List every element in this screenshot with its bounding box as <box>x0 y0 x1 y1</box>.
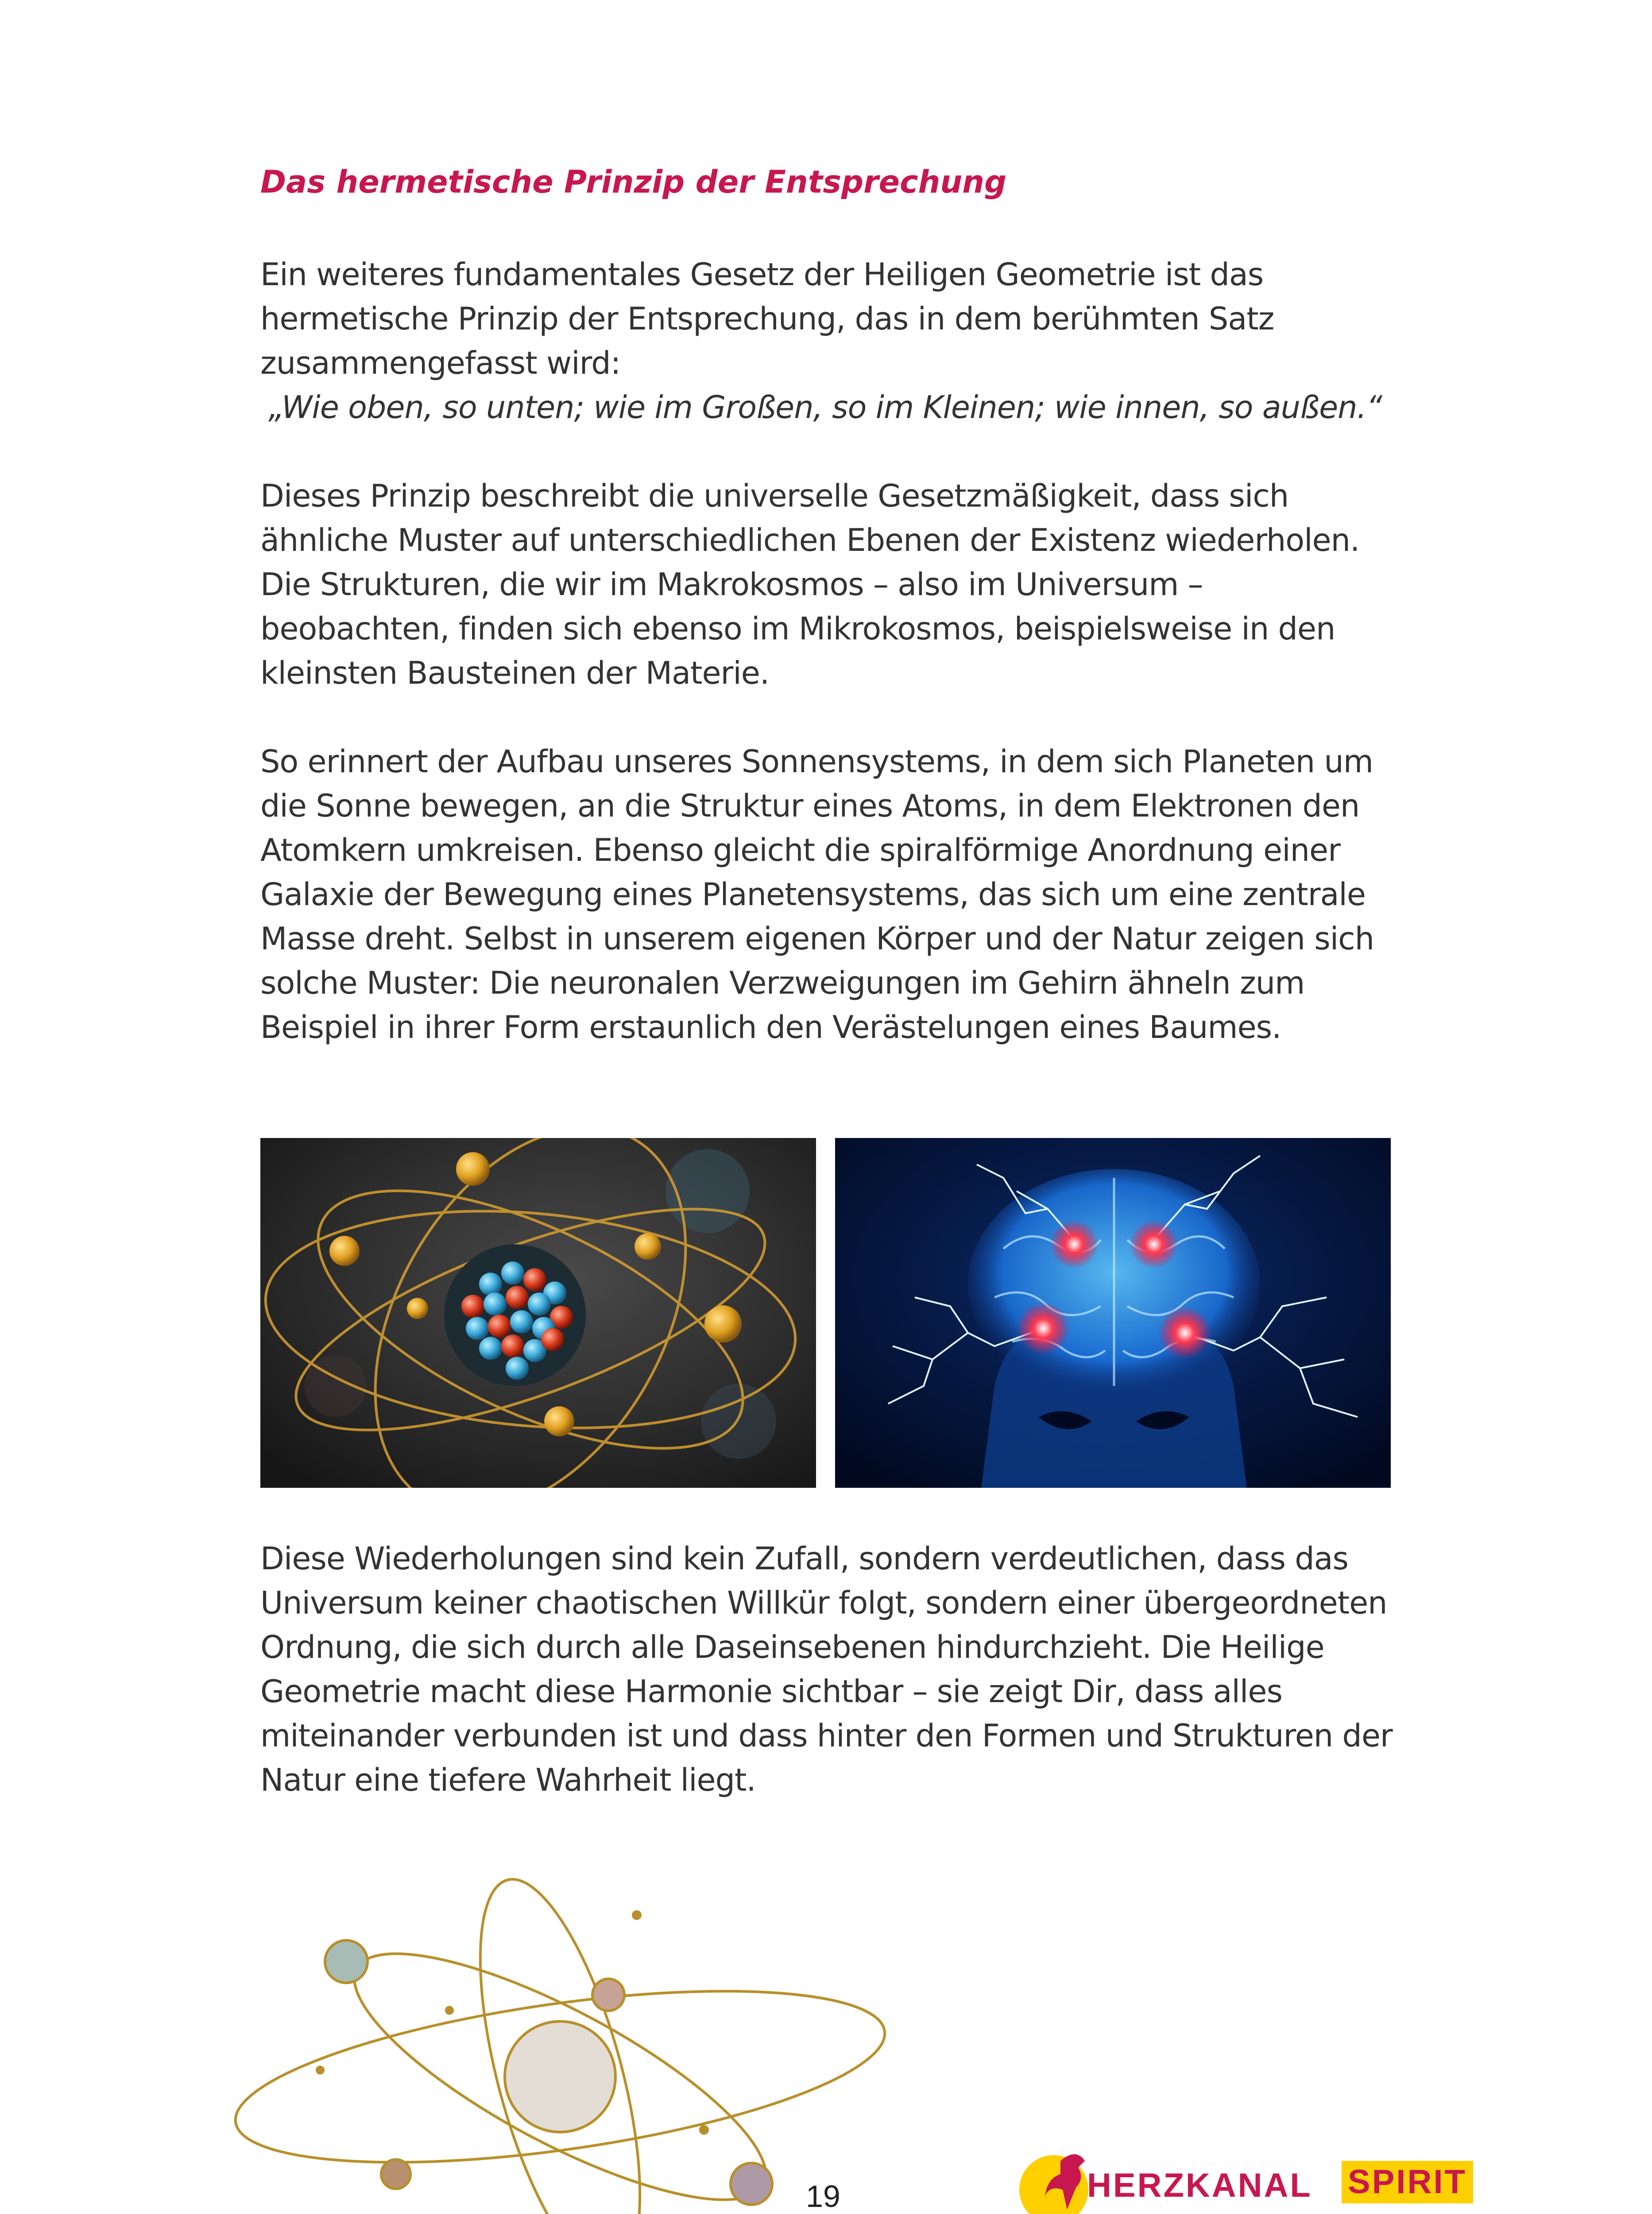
intro-paragraph <box>260 252 1394 430</box>
intro-line: zusammengefasst wird: <box>260 345 621 381</box>
intro-line: hermetische Prinzip der Entsprechung, das in dem berühmten Satz <box>260 301 1274 337</box>
brand-logo <box>1018 2139 1483 2214</box>
paragraph-examples: So erinnert der Aufbau unseres Sonnensystems, in dem sich Planeten um die Sonne bewegen, an die Struktur eines Atoms, in dem Elektronen den Atomkern umkreisen. Ebenso gleicht die spiralförmige Anordnung einer Galaxie der Bewegung eines Planetensystems, das sich um eine zentrale Masse dreht. Selbst in unserem eigenen Körper und der Natur zeigen sich solche Muster: Die neuronalen Verzweigungen im Gehirn ähneln zum Beispiel in ihrer Form erstaunlich den Verästelungen eines Baumes. <box>260 743 1374 1045</box>
hermetic-quote: „Wie oben, so unten; wie im Großen, so im Kleinen; wie innen, so außen.“ <box>268 389 1382 426</box>
atom-image <box>260 1138 816 1488</box>
intro-line: Ein weiteres fundamentales Gesetz der Heiligen Geometrie ist das <box>260 256 1264 293</box>
brand-accent: SPIRIT <box>1342 2161 1473 2203</box>
brand-name: HERZKANAL <box>1087 2167 1312 2204</box>
paragraph-conclusion: Diese Wiederholungen sind kein Zufall, sondern verdeutlichen, dass das Universum keiner chaotischen Willkür folgt, sondern einer übergeordneten Ordnung, die sich durch alle Daseinsebenen hindurchzieht. Die Heilige Geometrie macht diese Harmonie sichtbar – sie zeigt Dir, dass alles miteinander verbunden ist und dass hinter den Formen und Strukturen der Natur eine tiefere Wahrheit liegt. <box>260 1541 1393 1798</box>
brain-image <box>835 1138 1391 1488</box>
paragraph-principle: Dieses Prinzip beschreibt die universelle Gesetzmäßigkeit, dass sich ähnliche Muster auf unterschiedlichen Ebenen der Existenz wiederholen. Die Strukturen, die wir im Makrokosmos – also im Universum – beobachten, finden sich ebenso im Mikrokosmos, beispielsweise in den kleinsten Bausteinen der Materie. <box>260 478 1360 691</box>
section-heading: Das hermetische Prinzip der Entsprechung <box>260 164 1007 200</box>
atom-decoration <box>221 1807 908 2214</box>
page-number: 19 <box>806 2179 840 2214</box>
